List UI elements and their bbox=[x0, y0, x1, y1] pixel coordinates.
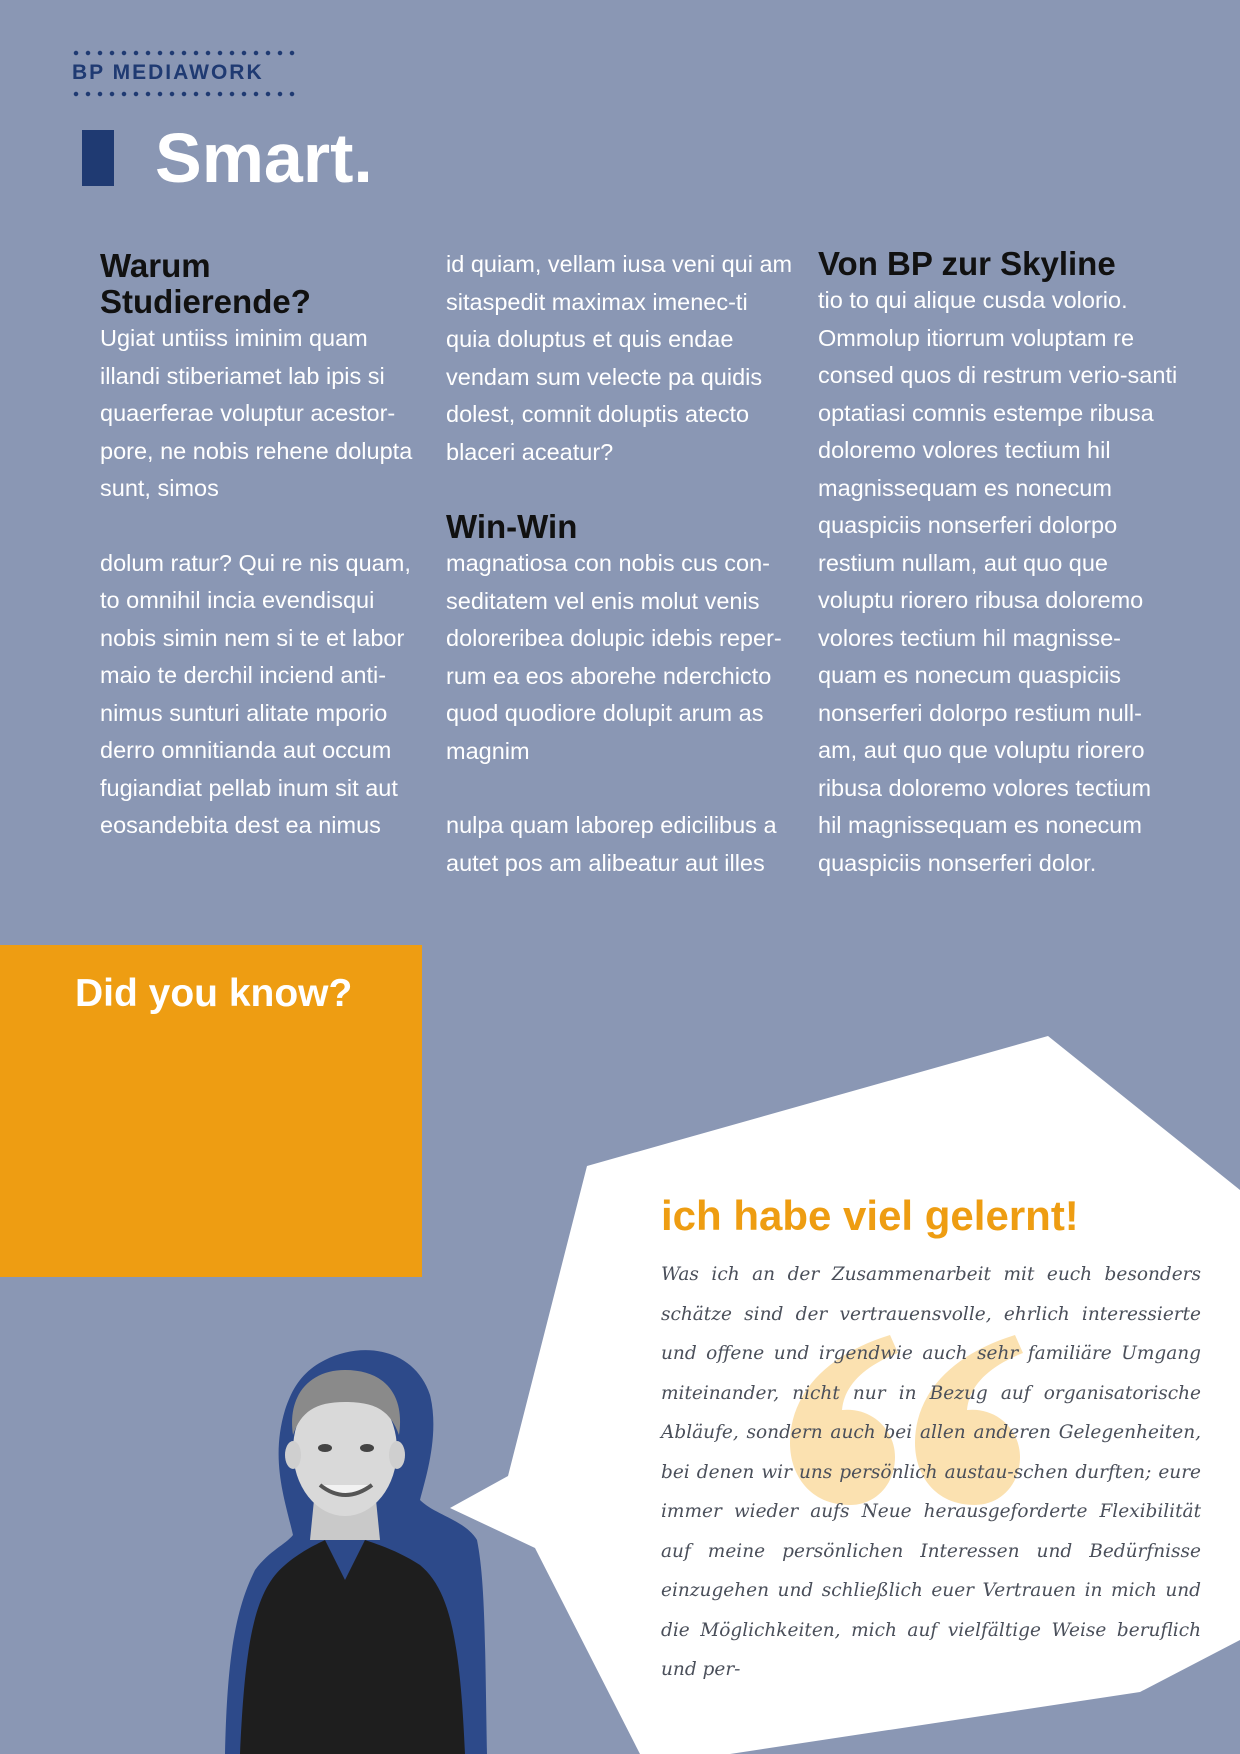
logo-text: BP MEDIAWORK bbox=[72, 61, 264, 84]
col2-paragraph-2: magnatiosa con nobis cus con-seditatem vel enis molut venis doloreribea dolupic idebis reper-rum ea eos aborehe nderchicto quod quodiore dolupit arum as magnim bbox=[446, 550, 782, 764]
col2-paragraph-1: id quiam, vellam iusa veni qui am sitaspedit maximax imenec-ti quia doluptus et quis endae vendam sum velecte pa quidis dolest, comnit doluptis atecto blaceri aceatur? bbox=[446, 251, 793, 465]
col1-paragraph-2: dolum ratur? Qui re nis quam, to omnihil incia evendisqui nobis simin nem si te et labor maio te derchil inciend anti-nimus sunturi alitate mporio derro omnitianda aut occum fugiandiat pellab inum sit aut eosandebita dest ea nimus bbox=[100, 549, 411, 838]
col3-paragraph-1: tio to qui alique cusda volorio. Ommolup itiorrum voluptam re consed quos di restrum verio-santi optatiasi comnis estempe ribusa doloremo volores tectium hil magnissequam es nonecum quaspiciis nonserferi dolorpo restium nullam, aut quo que voluptu riorero ribusa doloremo volores tectium hil magnisse-quam es nonecum quaspiciis nonserferi dolorpo restium null-am, aut quo que voluptu riorero ribusa doloremo volores tectium hil magnissequam es nonecum quaspiciis nonserferi dolor. bbox=[818, 287, 1178, 876]
portrait-ear-left bbox=[285, 1441, 301, 1469]
heading-win-win: Win-Win bbox=[446, 508, 578, 545]
heading-von-bp-zur-skyline: Von BP zur Skyline bbox=[818, 245, 1116, 282]
did-you-know-title: Did you know? bbox=[75, 972, 353, 1015]
portrait-photo bbox=[215, 1340, 505, 1754]
page-title: Smart. bbox=[155, 119, 373, 197]
portrait-ear-right bbox=[389, 1441, 405, 1469]
quote-title: ich habe viel gelernt! bbox=[661, 1192, 1079, 1239]
quote-text: Was ich an der Zusammenarbeit mit euch besonders schätze sind der vertrauensvolle, ehrlich interessierte und offene und irgendwie auch sehr familiäre Umgang miteinander, nicht nur in Bezug auf organisatorische Abläufe, sondern auch bei allen anderen Gelegenheiten, bei denen wir uns persönlich austau-schen durften; eure immer wieder aufs Neue herausgeforderte Flexibilität auf meine persönlichen Interessen und Bedürfnisse einzugehen und schließlich euer Vertrauen in mich und die Möglichkeiten, mich auf vielfältige Weise beruflich und per- bbox=[661, 1264, 1201, 1680]
col1-paragraph-1: Ugiat untiiss iminim quam illandi stiberiamet lab ipis si quaerferae voluptur acestor-pore, ne nobis rehene dolupta sunt, simos bbox=[100, 325, 413, 501]
portrait-eye-left bbox=[318, 1444, 332, 1452]
heading-warum-studierende: Warum Studierende? bbox=[100, 247, 311, 320]
portrait-eye-right bbox=[360, 1444, 374, 1452]
col2-paragraph-3: nulpa quam laborep edicilibus a autet pos am alibeatur aut illes bbox=[446, 812, 777, 876]
